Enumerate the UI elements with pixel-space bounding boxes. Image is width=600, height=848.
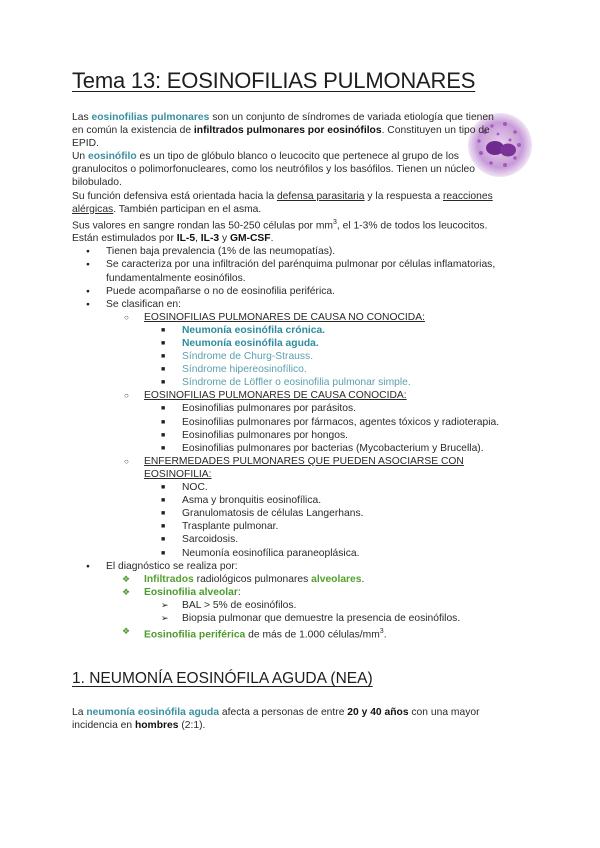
intro-paragraph-1: Las eosinofilias pulmonares son un conjunto de síndromes de variada etiología que tienen en común la existencia de infiltrados pulmonares por eosinófilos. Constituyen un tipo de EPID. [72,112,494,150]
main-bullet-list [72,245,502,641]
intro-paragraph-2: Un eosinófilo es un tipo de glóbulo blanco o leucocito que pertenece al grupo de los granulocitos o polimorfonucleares, como los neutrófilos y los basófilos. Tienen un núcleo bilobulado. [72,151,475,189]
group-heading: EOSINOFILIAS PULMONARES DE CAUSA CONOCIDA: [144,390,407,402]
list-item: ● El diagnóstico se realiza por: ❖ Infiltrados radiológicos pulmonares alveolares. ❖ Eosinofilia alveolar: ➢ BAL > 5% de eosinófilos. ➢ Biopsia pulmonar que demuestre la presencia de eosinófilos. ❖ Eosinofilia periférica de más de 1.000 células/$mm^3$. [106,560,502,642]
classification-group [144,389,502,454]
list-item: ■ Eosinofilias pulmonares por hongos. [182,429,502,442]
list-item: ■ Síndrome de Churg-Strauss. [182,350,502,363]
list-item: ❖ Infiltrados radiológicos pulmonares alveolares. [144,573,502,586]
group-heading: ENFERMEDADES PULMONARES QUE PUEDEN ASOCIARSE CON EOSINOFILIA: [144,455,464,480]
list-item: ■ Sarcoidosis. [182,533,502,546]
term-eosinofilias-pulmonares: eosinofilias pulmonares [91,112,210,123]
list-item: ➢ BAL > 5% de eosinófilos. [182,599,502,612]
list-item: ■ Trasplante pulmonar. [182,520,502,533]
page-title: Tema 13: EOSINOFILIAS PULMONARES [72,68,476,93]
list-item: ■ Neumonía eosinófila crónica. [182,324,502,337]
list-item: ❖ Eosinofilia alveolar: ➢ BAL > 5% de eosinófilos. ➢ Biopsia pulmonar que demuestre la presencia de eosinófilos. [144,586,502,625]
list-item: ● Se clasifican en: ○ EOSINOFILIAS PULMONARES DE CAUSA NO CONOCIDA: ■ Neumonía eosinófila crónica. ■ Neumonía eosinófila aguda. ■ Síndrome de Churg-Strauss. ■ Síndrome hipereosinofílico. ■ Síndrome de Löffler o eosinofilia pulmonar simple. ○ EOSINOFILIAS PULMONARES DE CAUSA CONOCIDA: ■ Eosinofilias pulmonares por parásitos. ■ Eosinofilias pulmonares por fármacos, agentes tóxicos y radioterapia. ■ Eosinofilias pulmonares por hongos. ■ Eosinofilias pulmonares por bacterias (Mycobacterium y Brucella). ○ ENFERMEDADES PULMONARES QUE PUEDEN ASOCIARSE CON EOSINOFILIA: ■ NOC. ■ Asma y bronquitis eosinofílica. ■ Granulomatosis de células Langerhans. ■ Trasplante pulmonar. ■ Sarcoidosis. ■ Neumonía eosinofílica paraneoplásica. [106,298,502,560]
list-item: ➢ Biopsia pulmonar que demuestre la presencia de eosinófilos. [182,612,502,625]
list-item: ❖ Eosinofilia periférica de más de 1.000 células/$mm^3$. [144,625,502,642]
list-item: ■ Eosinofilias pulmonares por bacterias (Mycobacterium y Brucella). [182,442,502,455]
section-paragraph: La neumonía eosinófila aguda afecta a personas de entre 20 y 40 años con una mayor incidencia en hombres (2:1). [72,707,480,732]
list-item: ■ Síndrome de Löffler o eosinofilia pulmonar simple. [182,376,502,389]
section-heading: 1. NEUMONÍA EOSINÓFILA AGUDA (NEA) [72,670,373,687]
classification-group [144,311,502,390]
classification-list [106,311,502,560]
list-item: ● Puede acompañarse o no de eosinofilia periférica. [106,285,502,298]
list-item: ■ Granulomatosis de células Langerhans. [182,507,502,520]
list-item: ● Tienen baja prevalencia (1% de las neumopatías). [106,245,502,258]
intro-paragraph-4: Sus valores en sangre rondan las 50-250 células por $mm^3$, el 1-3% de todos los leucocitos. [72,218,488,232]
intro-paragraph-3: Su función defensiva está orientada hacia la defensa parasitaria y la respuesta a reacciones alérgicas. También participan en el asma. [72,190,493,215]
list-item: ■ Neumonía eosinofílica paraneoplásica. [182,547,502,560]
list-item: ■ Eosinofilias pulmonares por parásitos. [182,402,502,415]
term-eosinofilo: eosinófilo [88,151,137,163]
list-item: ■ Eosinofilias pulmonares por fármacos, agentes tóxicos y radioterapia. [182,416,502,429]
classification-group [144,455,502,560]
list-item: ■ NOC. [182,481,502,494]
diagnosis-list [106,573,502,642]
list-item: ■ Asma y bronquitis eosinofílica. [182,494,502,507]
intro-paragraph-5: Están estimulados por IL-5, IL-3 y GM-CSF. [72,233,274,245]
list-item: ● Se caracteriza por una infiltración del parénquima pulmonar por células inflamatorias, fundamentalmente eosinófilos. [106,258,502,284]
list-item: ■ Neumonía eosinófila aguda. [182,337,502,350]
list-item: ■ Síndrome hipereosinofílico. [182,363,502,376]
group-heading: EOSINOFILIAS PULMONARES DE CAUSA NO CONOCIDA: [144,311,425,323]
intro-text [72,111,502,642]
